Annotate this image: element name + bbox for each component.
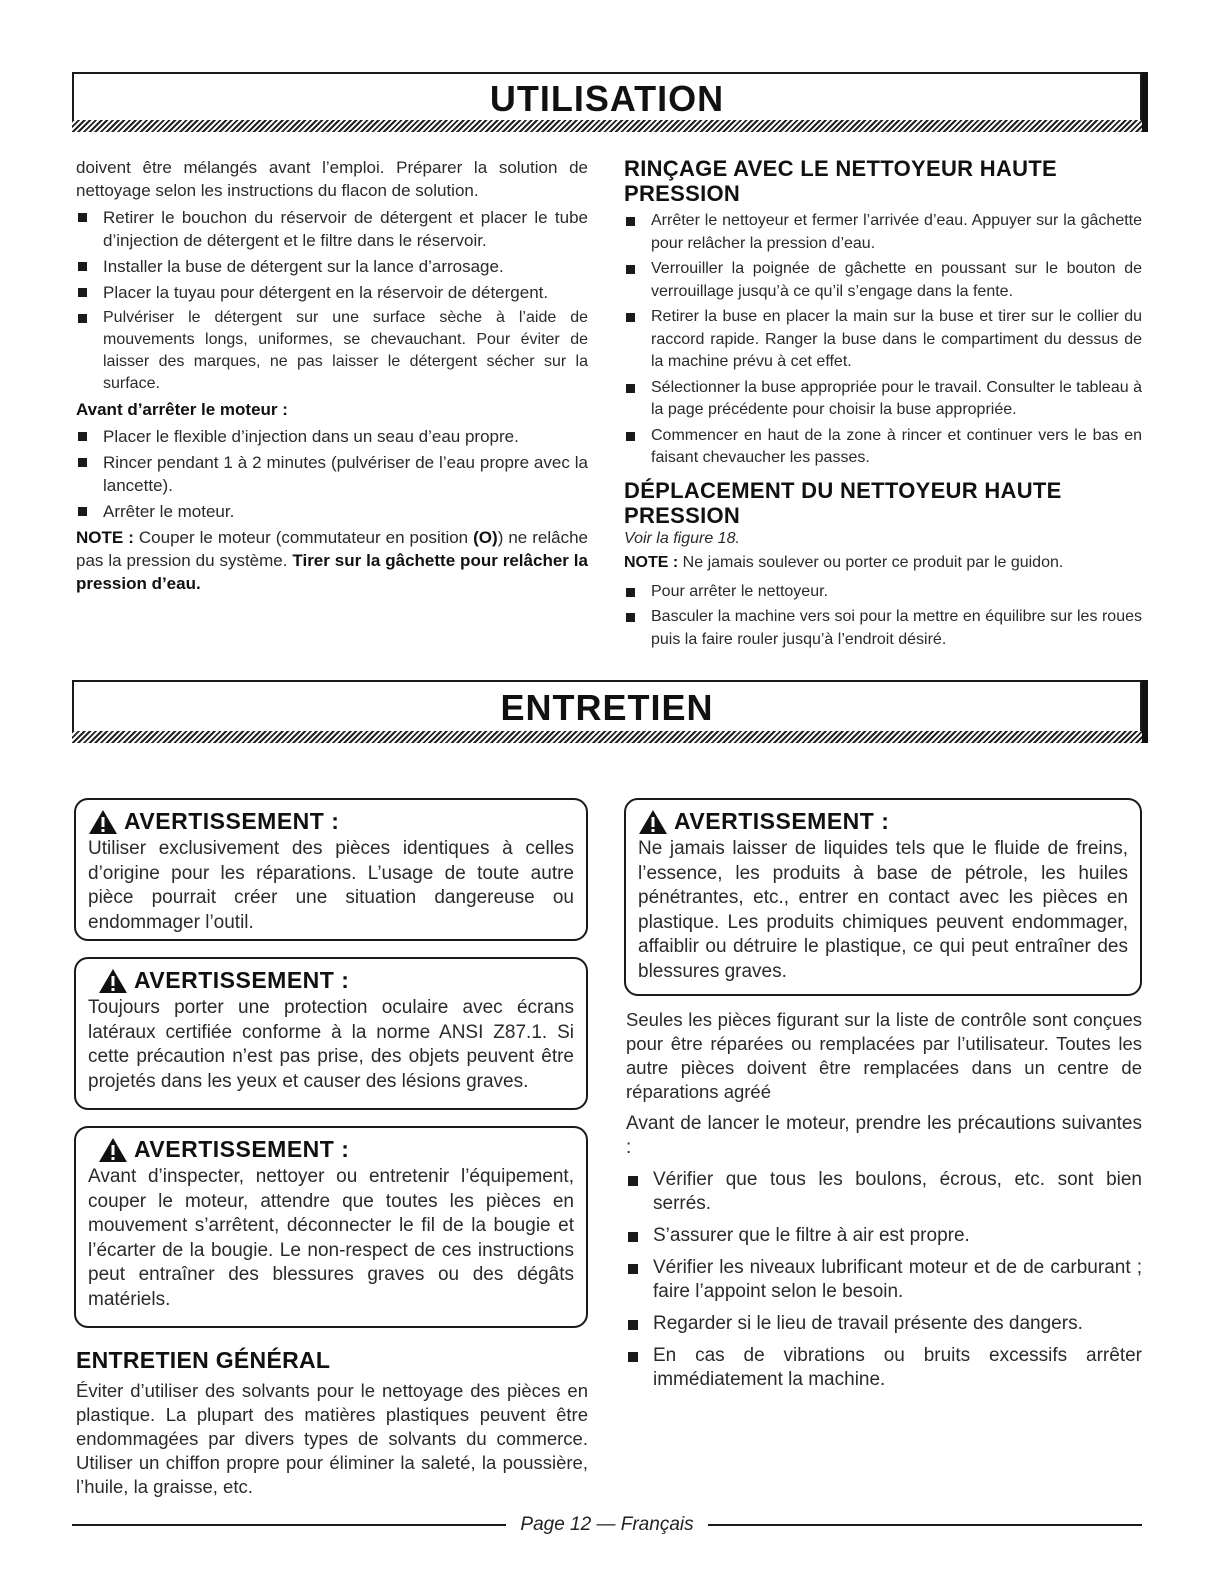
rinse-steps-list [624, 210, 1142, 470]
footer-rule [72, 1524, 506, 1526]
warning-triangle-icon [98, 968, 128, 994]
warning-box [74, 1126, 588, 1328]
warning-label: AVERTISSEMENT : [124, 808, 340, 834]
list-item: Verrouiller la poignée de gâchette en poussant sur le bouton de verrouillage jusqu’à ce qu’il s’engage dans la fente. [624, 258, 1142, 303]
warning-text: Toujours porter une protection oculaire avec écrans latéraux certifiée conforme à la norme ANSI Z87.1. Si cette précaution n’est pas prise, des objets peuvent être projetés dans les yeux et causer des lésions graves. [88, 997, 574, 1092]
list-item: Basculer la machine vers soi pour la mettre en équilibre sur les roues puis la faire rouler jusqu’à l’endroit désiré. [624, 606, 1142, 651]
list-item: Retirer la buse en placer la main sur la buse et tirer sur le collier du raccord rapide. Ranger la buse dans le compartiment du dessus de la machine prévu à cet effet. [624, 306, 1142, 374]
warning-text: Avant d’inspecter, nettoyer ou entretenir l’équipement, couper le moteur, attendre que toutes les pièces en mouvement s’arrêtent, déconnecter le fil de la bougie et l’écarter de la bougie. Le non-respect de ces instructions peut entraîner des blessures graves ou des dégâts matériels. [88, 1166, 574, 1310]
footer-rule [708, 1524, 1142, 1526]
list-item: Commencer en haut de la zone à rincer et continuer vers le bas en faisant chevaucher les passes. [624, 425, 1142, 470]
warning-triangle-icon [88, 809, 118, 835]
warning-heading [638, 808, 1128, 835]
warning-text: Ne jamais laisser de liquides tels que le fluide de freins, l’essence, les produits à base de pétrole, les huiles pénétrantes, etc., entrer en contact avec les pièces en plastique. Les produits chimiques peuvent endommager, affaiblir ou détruire le plastique, ce qui peut entraîner des blessures graves. [638, 838, 1128, 982]
warning-triangle-icon [98, 1137, 128, 1163]
note-bold: Tirer sur la gâchette pour relâcher la pression d’eau. [76, 551, 588, 593]
list-item: En cas de vibrations ou bruits excessifs arrêter immédiatement la machine. [626, 1344, 1142, 1392]
note-paragraph [76, 526, 588, 595]
warning-heading [88, 967, 574, 994]
page-footer [72, 1510, 1142, 1540]
general-maintenance-section [76, 1348, 588, 1499]
note-text: Ne jamais soulever ou porter ce produit par le guidon. [678, 554, 1064, 571]
list-item: Rincer pendant 1 à 2 minutes (pulvériser de l’eau propre avec la lancette). [76, 451, 588, 497]
warning-box [624, 798, 1142, 996]
note-label: NOTE : [624, 554, 679, 571]
list-item: Vérifier les niveaux lubrificant moteur et de de carburant ; faire l’appoint selon le besoin. [626, 1256, 1142, 1304]
parts-paragraph: Seules les pièces figurant sur la liste de contrôle sont conçues pour être réparées ou remplacées par l’utilisateur. Toutes les autre pièces doivent être remplacées dans un centre de réparations agréé [626, 1009, 1142, 1102]
list-item: Placer le flexible d’injection dans un seau d’eau propre. [76, 425, 588, 448]
list-item: Sélectionner la buse appropriée pour le travail. Consulter le tableau à la page précédente pour choisir la buse appropriée. [624, 377, 1142, 422]
warning-heading [88, 808, 574, 835]
list-item: Pour arrêter le nettoyeur. [624, 581, 1142, 604]
banner-edge [1142, 72, 1148, 132]
section-title: ENTRETIEN [500, 687, 714, 728]
list-item: Pulvériser le détergent sur une surface sèche à l’aide de mouvements longs, uniformes, se chevauchant. Pour éviter de laisser des marques, ne pas laisser le détergent sécher sur la surface. [76, 307, 588, 395]
list-item: Vérifier que tous les boulons, écrous, etc. sont bien serrés. [626, 1168, 1142, 1216]
banner-stripe [72, 120, 1142, 132]
warning-label: AVERTISSEMENT : [134, 1136, 350, 1162]
list-item: Installer la buse de détergent sur la lance d’arrosage. [76, 255, 588, 278]
list-item: Regarder si le lieu de travail présente des dangers. [626, 1312, 1142, 1336]
note-position: (O) [473, 528, 498, 547]
warning-label: AVERTISSEMENT : [134, 967, 350, 993]
list-item: Retirer le bouchon du réservoir de détergent et placer le tube d’injection de détergent et le filtre dans le réservoir. [76, 206, 588, 252]
rinse-heading: RINÇAGE AVEC LE NETTOYEUR HAUTE PRESSION [624, 156, 1058, 206]
general-heading: ENTRETIEN GÉNÉRAL [76, 1347, 331, 1373]
page-number: Page 12 — Français [520, 1514, 694, 1535]
banner-stripe [72, 731, 1142, 743]
warning-label: AVERTISSEMENT : [674, 808, 890, 834]
section-banner-entretien [72, 680, 1142, 743]
before-stop-heading: Avant d’arrêter le moteur : [76, 400, 288, 419]
move-note [624, 552, 1142, 575]
list-item: Arrêter le nettoyeur et fermer l’arrivée d’eau. Appuyer sur la gâchette pour relâcher la pression d’eau. [624, 210, 1142, 255]
before-start-paragraph: Avant de lancer le moteur, prendre les précautions suivantes : [626, 1113, 1142, 1158]
intro-paragraph: doivent être mélangés avant l’emploi. Préparer la solution de nettoyage selon les instructions du flacon de solution. [76, 158, 588, 200]
detergent-steps-list [76, 206, 588, 395]
general-text: Éviter d’utiliser des solvants pour le nettoyage des pièces en plastique. La plupart des matières plastiques peuvent être endommagées par divers types de solvants du commerce. Utiliser un chiffon propre pour éliminer la saleté, la poussière, l’huile, la graisse, etc. [76, 1380, 588, 1497]
move-heading: DÉPLACEMENT DU NETTOYEUR HAUTE PRESSION [624, 477, 1062, 528]
warning-box [74, 957, 588, 1110]
checks-list [626, 1168, 1142, 1392]
note-text-2: ) ne relâche pas la pression du système. [76, 528, 589, 570]
utilisation-left-column [76, 156, 588, 595]
warning-text: Utiliser exclusivement des pièces identiques à celles d’origine pour les réparations. L’usage de toute autre pièce pourrait créer une situation dangereuse ou endommager l’outil. [88, 838, 574, 933]
list-item: Arrêter le moteur. [76, 500, 588, 523]
entretien-right-column [626, 1008, 1142, 1395]
list-item: Placer la tuyau pour détergent en la réservoir de détergent. [76, 281, 588, 304]
note-text: Couper le moteur (commutateur en position [133, 528, 474, 547]
section-title: UTILISATION [489, 78, 725, 119]
warning-box [74, 798, 588, 941]
before-stop-list [76, 425, 588, 523]
move-steps-list [624, 581, 1142, 652]
banner-edge [1142, 680, 1148, 743]
section-banner-utilisation [72, 72, 1142, 132]
utilisation-right-column [624, 156, 1142, 654]
warning-heading [88, 1136, 574, 1163]
warning-triangle-icon [638, 809, 668, 835]
list-item: S’assurer que le filtre à air est propre. [626, 1224, 1142, 1248]
figure-reference: Voir la figure 18. [624, 529, 740, 547]
note-label: NOTE : [76, 528, 134, 547]
